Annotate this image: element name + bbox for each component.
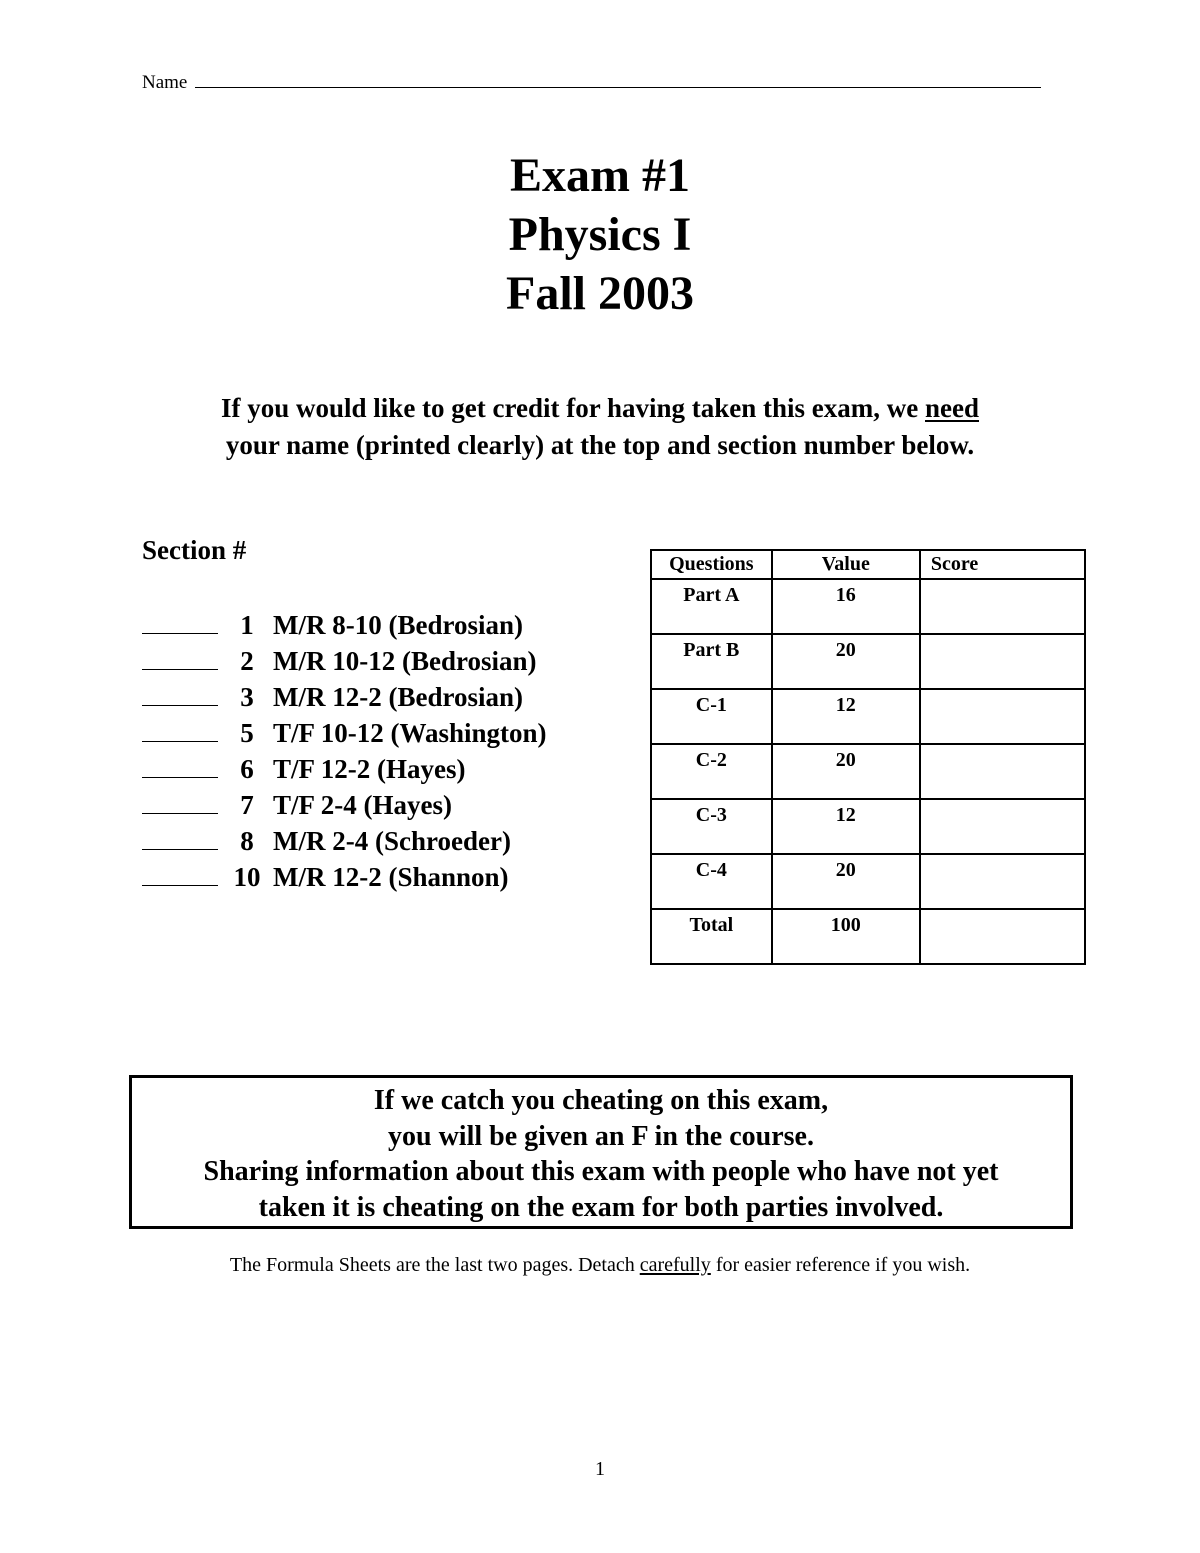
- question-cell: C-4: [651, 854, 772, 909]
- score-cell[interactable]: [920, 799, 1085, 854]
- table-row: [651, 799, 1085, 854]
- score-cell[interactable]: [920, 744, 1085, 799]
- score-cell[interactable]: [920, 909, 1085, 964]
- value-cell: 20: [772, 744, 920, 799]
- page-number: 1: [595, 1458, 605, 1480]
- header-value: Value: [772, 550, 920, 579]
- section-option: [142, 859, 509, 895]
- section-option: [142, 751, 466, 787]
- score-cell[interactable]: [920, 579, 1085, 634]
- section-blank[interactable]: [142, 823, 218, 850]
- section-option: [142, 643, 537, 679]
- warning-line-4: taken it is cheating on the exam for both parties involved.: [258, 1191, 944, 1223]
- section-number: 5: [240, 718, 254, 748]
- table-row: [651, 744, 1085, 799]
- section-label: M/R 10-12 (Bedrosian): [273, 646, 537, 676]
- score-cell[interactable]: [920, 689, 1085, 744]
- question-cell: C-1: [651, 689, 772, 744]
- section-blank[interactable]: [142, 679, 218, 706]
- warning-line-1: If we catch you cheating on this exam,: [373, 1085, 829, 1116]
- name-field: [142, 72, 1041, 94]
- section-number: 7: [240, 790, 254, 820]
- question-cell: C-3: [651, 799, 772, 854]
- exam-title-line-1: Exam #1: [510, 149, 690, 202]
- section-list: [142, 607, 547, 895]
- cheating-warning-box: [129, 1075, 1073, 1229]
- section-label: M/R 2-4 (Schroeder): [273, 826, 511, 856]
- table-row: [651, 579, 1085, 634]
- score-table: [650, 549, 1086, 965]
- section-option: [142, 823, 511, 859]
- section-blank[interactable]: [142, 859, 218, 886]
- question-cell: Part B: [651, 634, 772, 689]
- table-row: [651, 909, 1085, 964]
- value-cell: 12: [772, 689, 920, 744]
- credit-text-line2: your name (printed clearly) at the top and section number below.: [225, 430, 975, 460]
- section-label: M/R 12-2 (Shannon): [273, 862, 509, 892]
- section-label: T/F 10-12 (Washington): [273, 718, 547, 748]
- section-blank[interactable]: [142, 607, 218, 634]
- value-cell: 20: [772, 634, 920, 689]
- section-option: [142, 787, 452, 823]
- section-number: 10: [233, 862, 261, 892]
- value-cell: 100: [772, 909, 920, 964]
- section-number: 6: [240, 754, 254, 784]
- warning-line-3: Sharing information about this exam with people who have not yet: [203, 1156, 999, 1187]
- exam-title: [0, 146, 1200, 323]
- value-cell: 16: [772, 579, 920, 634]
- section-label: M/R 12-2 (Bedrosian): [273, 682, 523, 712]
- exam-title-line-3: Fall 2003: [506, 267, 694, 320]
- question-cell: Part A: [651, 579, 772, 634]
- warning-line-2: you will be given an F in the course.: [388, 1120, 814, 1152]
- section-blank[interactable]: [142, 643, 218, 670]
- name-label: Name: [142, 72, 188, 93]
- section-label: T/F 2-4 (Hayes): [273, 790, 452, 820]
- section-blank[interactable]: [142, 751, 218, 778]
- question-cell: Total: [651, 909, 772, 964]
- credit-instructions: [0, 390, 1200, 464]
- value-cell: 20: [772, 854, 920, 909]
- section-number: 2: [240, 646, 254, 676]
- section-number: 8: [240, 826, 254, 856]
- value-cell: 12: [772, 799, 920, 854]
- score-table-header-row: [651, 550, 1085, 579]
- section-number: 1: [240, 610, 254, 640]
- exam-title-line-2: Physics I: [508, 208, 692, 261]
- section-label: M/R 8-10 (Bedrosian): [273, 610, 523, 640]
- section-label: T/F 12-2 (Hayes): [273, 754, 466, 784]
- credit-emphasis: need: [925, 393, 979, 423]
- table-row: [651, 689, 1085, 744]
- section-blank[interactable]: [142, 715, 218, 742]
- score-cell[interactable]: [920, 854, 1085, 909]
- header-questions: Questions: [651, 550, 772, 579]
- section-blank[interactable]: [142, 787, 218, 814]
- question-cell: C-2: [651, 744, 772, 799]
- section-number: 3: [240, 682, 254, 712]
- credit-text-part1: If you would like to get credit for having taken this exam, we: [221, 393, 925, 423]
- name-blank-line[interactable]: [195, 73, 1041, 88]
- table-row: [651, 854, 1085, 909]
- section-heading: Section #: [142, 535, 247, 565]
- section-option: [142, 607, 523, 643]
- formula-sheet-note: [0, 1254, 1200, 1277]
- formula-note-emphasis: carefully: [639, 1254, 711, 1276]
- table-row: [651, 634, 1085, 689]
- header-score: Score: [920, 550, 1085, 579]
- formula-note-part1: The Formula Sheets are the last two pages. Detach: [229, 1254, 640, 1276]
- section-option: [142, 715, 547, 751]
- formula-note-part2: for easier reference if you wish.: [710, 1254, 971, 1276]
- score-cell[interactable]: [920, 634, 1085, 689]
- section-option: [142, 679, 523, 715]
